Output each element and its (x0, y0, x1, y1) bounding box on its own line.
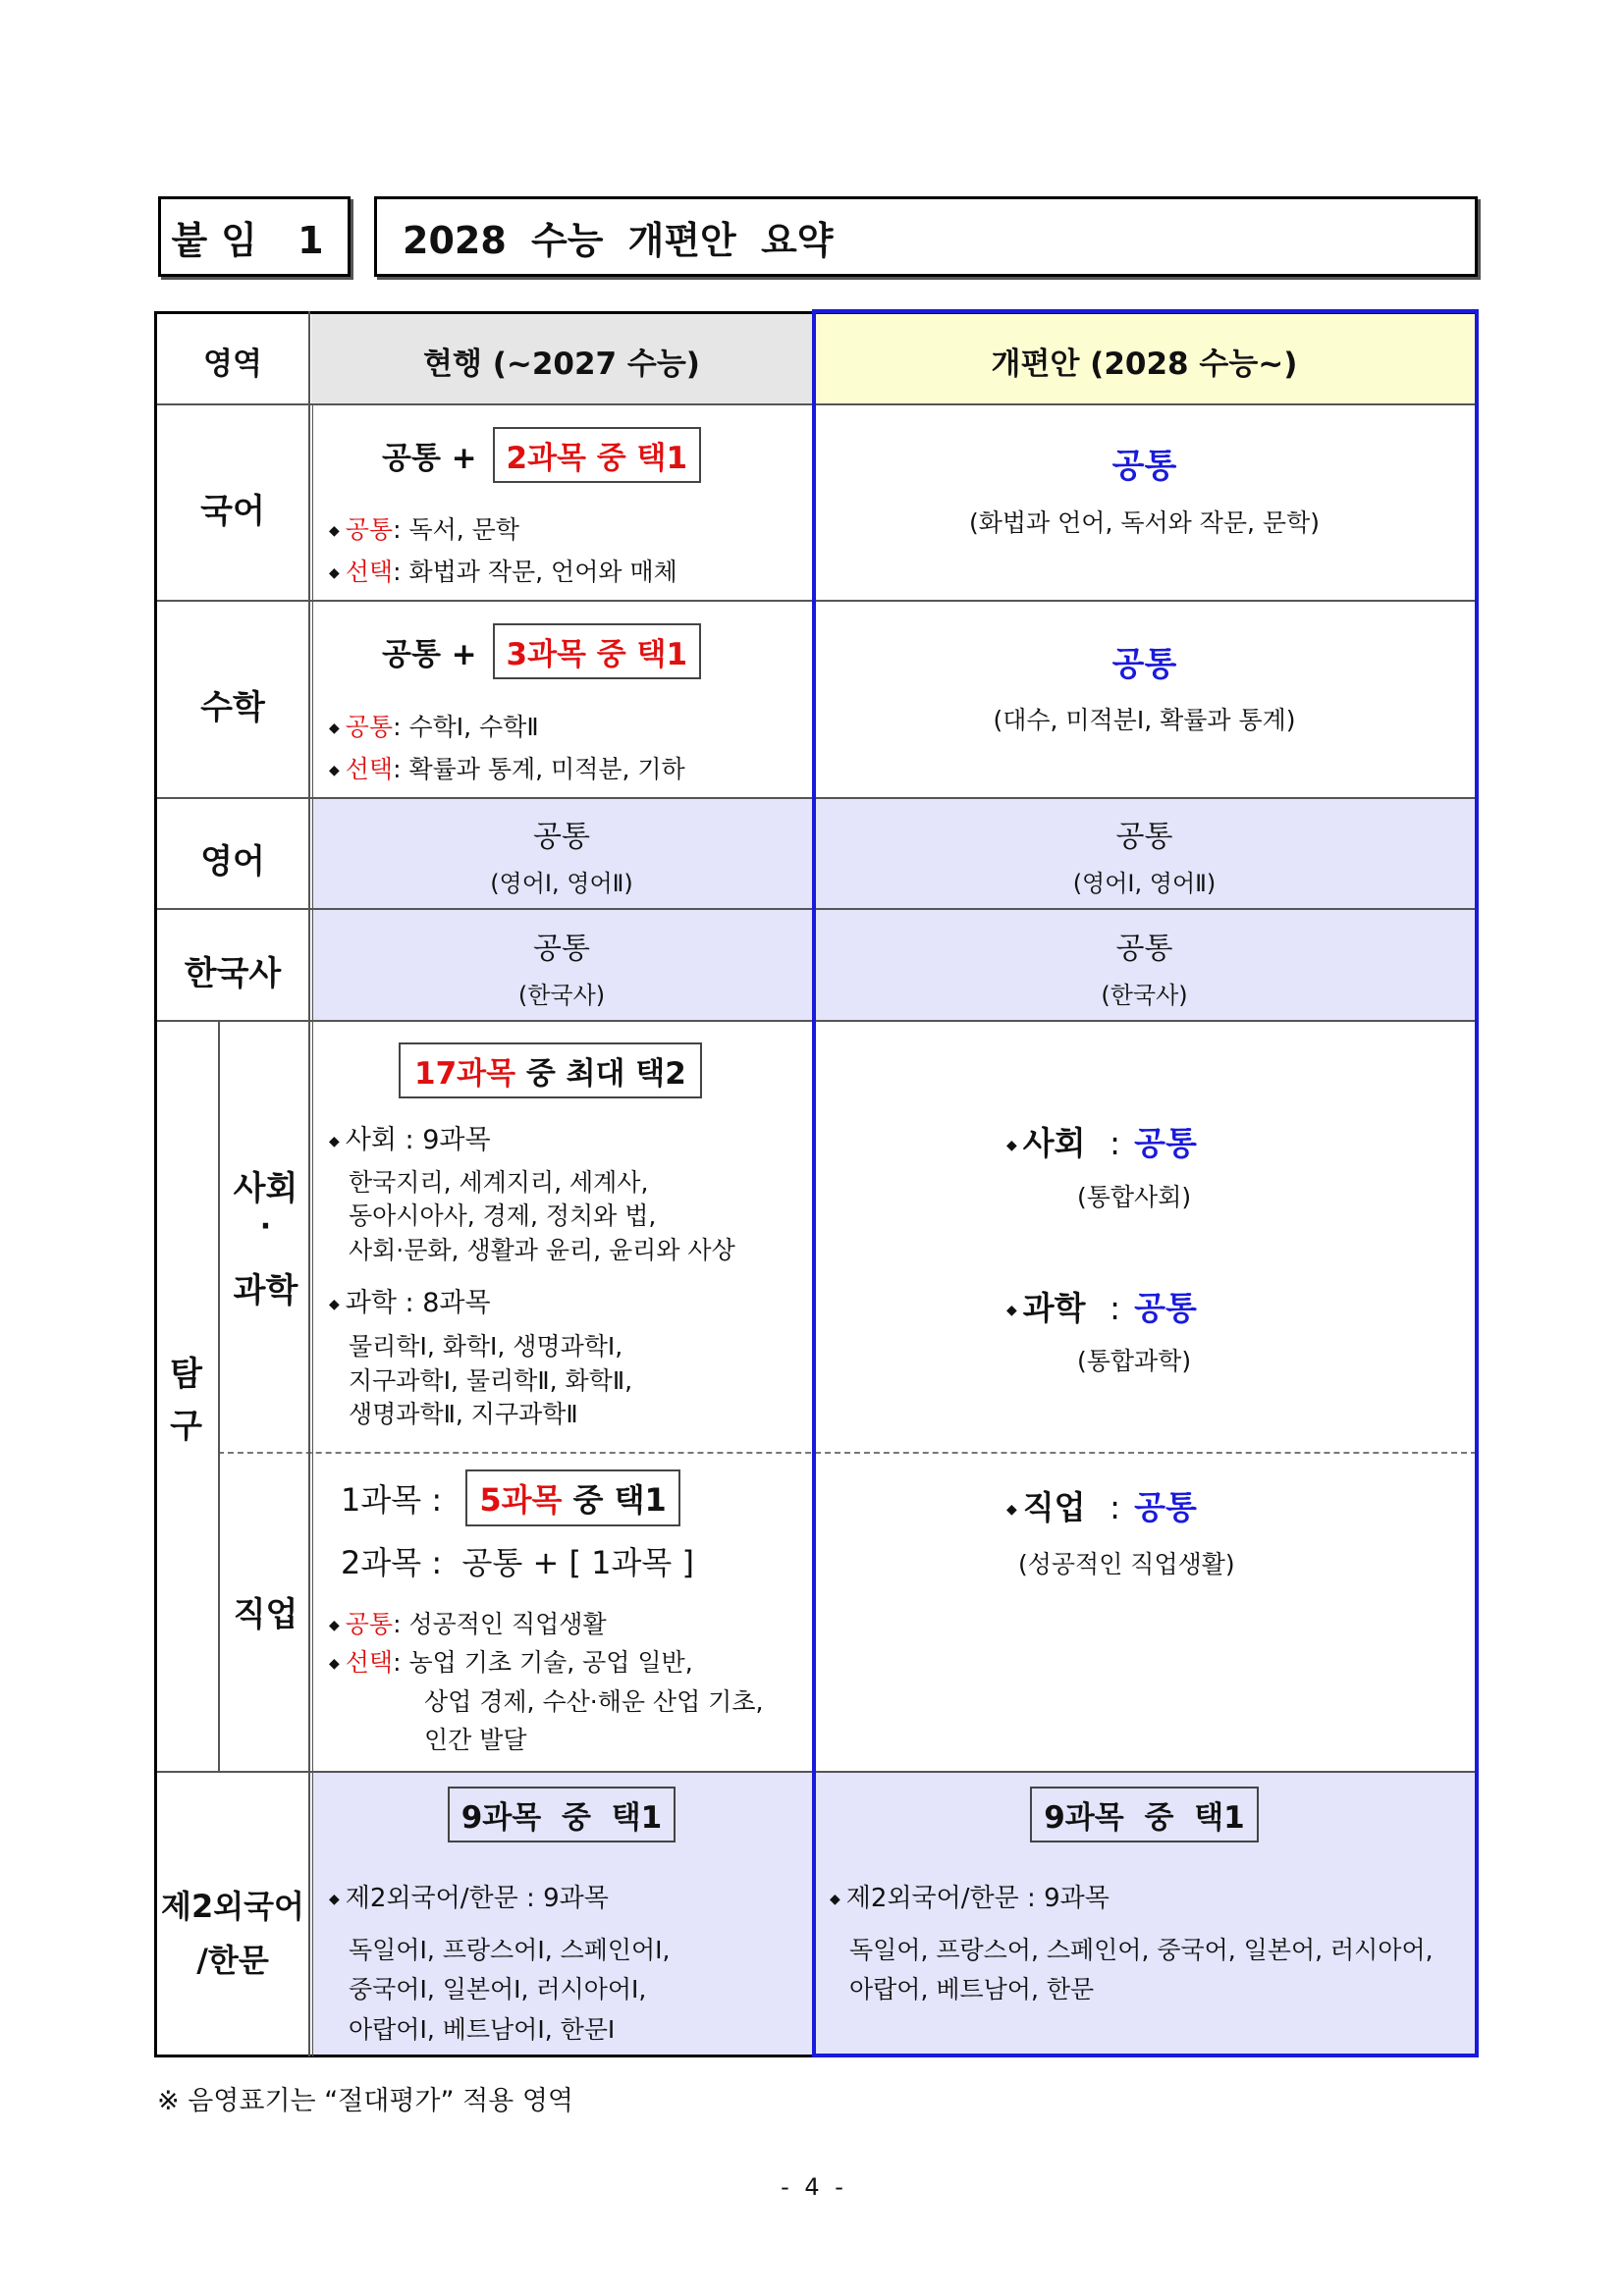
vocational-common-key: 공통 (345, 1610, 394, 1638)
foreign-reform-heading: ◆ 제2외국어/한문 : 9과목 (830, 1884, 1110, 1913)
vocational-reform-value: 공통 (1134, 1488, 1197, 1526)
english-current-title: 공통 (533, 820, 590, 854)
foreign-current-line-2: 중국어Ⅰ, 일본어Ⅰ, 러시아어Ⅰ, (349, 1975, 647, 2003)
math-reform-title: 공통 (1111, 645, 1177, 684)
subrow-label-social: 사회 (233, 1169, 298, 1208)
korean-common-key: 공통 (345, 515, 394, 544)
subrow-label-science: 과학 (233, 1271, 298, 1310)
subrow-label-vocational: 직업 (233, 1595, 298, 1634)
vocational-select-line: ◆ 선택: 농업 기초 기술, 공업 일반, (329, 1648, 693, 1677)
math-common-line: ◆ 공통: 수학Ⅰ, 수학Ⅱ (329, 713, 539, 741)
english-current-detail: (영어Ⅰ, 영어Ⅱ) (490, 870, 633, 897)
science-reform-line: ◆ 과학 : 공통 (1006, 1289, 1197, 1327)
science-line-3: 생명과학Ⅱ, 지구과학Ⅱ (349, 1400, 578, 1428)
math-current-choice (382, 623, 701, 679)
history-current-title: 공통 (533, 932, 590, 966)
korean-current-choice (382, 427, 701, 483)
vocational-select-value-1: : 농업 기초 기술, 공업 일반, (393, 1648, 693, 1677)
history-current-detail: (한국사) (517, 982, 606, 1009)
vocational-reform-detail: (성공적인 직업생활) (1018, 1550, 1235, 1578)
attachment-tag-text: 붙임 1 (171, 218, 338, 262)
row-label-foreign-1: 제2외국어 (161, 1888, 304, 1925)
column-area-header: 영역 (203, 347, 262, 382)
foreign-current-box: 9과목 중 택1 (448, 1787, 677, 1842)
foreign-current-line-3: 아랍어Ⅰ, 베트남어Ⅰ, 한문Ⅰ (349, 2015, 616, 2044)
social-reform-line: ◆ 사회 : 공통 (1006, 1124, 1197, 1162)
math-select-line: ◆ 선택: 확률과 통계, 미적분, 기하 (329, 755, 685, 783)
reform-column-frame (812, 309, 1479, 2057)
page-number: - 4 - (781, 2173, 843, 2201)
science-reform-sep: : (1110, 1289, 1121, 1327)
math-common-prefix: 공통 + (382, 637, 477, 672)
foreign-reform-line-1: 독일어, 프랑스어, 스페인어, 중국어, 일본어, 러시아어, (849, 1936, 1434, 1964)
vocational-common-value: : 성공적인 직업생활 (393, 1610, 607, 1638)
math-common-key: 공통 (345, 713, 394, 741)
row-label-foreign-2: /한문 (196, 1942, 269, 1979)
math-select-value: : 확률과 통계, 미적분, 기하 (393, 755, 685, 783)
socsci-choice-rest: 중 최대 택2 (515, 1056, 686, 1092)
korean-select-key: 선택 (345, 558, 394, 586)
row-label-inquiry-1: 탐 (170, 1355, 202, 1394)
social-heading-text: 사회 : 9과목 (345, 1125, 491, 1155)
row-label-korean: 국어 (200, 492, 265, 531)
korean-common-value: : 독서, 문학 (393, 515, 519, 544)
foreign-reform-box: 9과목 중 택1 (1030, 1787, 1259, 1842)
korean-common-line: ◆ 공통: 독서, 문학 (329, 515, 519, 544)
vocational-choice-rest: 중 택1 (562, 1481, 667, 1519)
korean-select-line: ◆ 선택: 화법과 작문, 언어와 매체 (329, 558, 677, 586)
row-label-korean-history: 한국사 (184, 954, 282, 993)
vocational-reform-key: 직업 (1022, 1488, 1086, 1526)
foreign-current-box-wrap (311, 1787, 812, 1842)
foreign-reform-line-2: 아랍어, 베트남어, 한문 (849, 1975, 1095, 2003)
science-line-1: 물리학Ⅰ, 화학Ⅰ, 생명과학Ⅰ, (349, 1332, 623, 1361)
science-heading-text: 과학 : 8과목 (345, 1288, 491, 1318)
foreign-current-line-1: 독일어Ⅰ, 프랑스어Ⅰ, 스페인어Ⅰ, (349, 1936, 671, 1964)
social-reform-key: 사회 (1022, 1124, 1086, 1162)
vocational-choice-box (465, 1469, 679, 1526)
science-reform-value: 공통 (1134, 1289, 1197, 1327)
column-reform-header: 개편안 (2028 수능~) (991, 347, 1298, 382)
foreign-current-heading: ◆ 제2외국어/한문 : 9과목 (329, 1884, 609, 1913)
social-reform-sep: : (1110, 1124, 1121, 1162)
math-common-value: : 수학Ⅰ, 수학Ⅱ (393, 713, 539, 741)
comparison-table (154, 311, 1477, 2056)
social-line-2: 동아시아사, 경제, 정치와 법, (349, 1201, 657, 1230)
vocational-select-value-2: 상업 경제, 수산·해운 산업 기초, (424, 1687, 764, 1716)
korean-select-value: : 화법과 작문, 언어와 매체 (393, 558, 677, 586)
vocational-reform-sep: : (1110, 1488, 1121, 1526)
english-reform-detail: (영어Ⅰ, 영어Ⅱ) (1072, 870, 1217, 897)
korean-choice-box: 2과목 중 택1 (493, 427, 702, 483)
document-title-box (374, 196, 1478, 277)
row-label-english: 영어 (200, 842, 265, 881)
science-line-2: 지구과학Ⅰ, 물리학Ⅱ, 화학Ⅱ, (349, 1366, 633, 1395)
science-heading: ◆ 과학 : 8과목 (329, 1288, 491, 1318)
social-line-1: 한국지리, 세계지리, 세계사, (349, 1168, 649, 1197)
math-reform-detail: (대수, 미적분Ⅰ, 확률과 통계) (993, 706, 1296, 734)
korean-reform-title: 공통 (1111, 447, 1177, 486)
math-select-key: 선택 (345, 755, 394, 783)
korean-reform-detail: (화법과 언어, 독서와 작문, 문학) (969, 508, 1320, 537)
social-reform-value: 공통 (1134, 1124, 1197, 1162)
socsci-choice-count: 17과목 (414, 1056, 516, 1092)
vocational-two-subject: 2과목 : 공통 + [ 1과목 ] (341, 1544, 694, 1581)
subrow-label-dot: · (259, 1209, 272, 1244)
attachment-tag (158, 196, 351, 277)
history-reform-title: 공통 (1115, 932, 1173, 966)
vocational-reform-line: ◆ 직업 : 공통 (1006, 1488, 1197, 1526)
row-label-math: 수학 (200, 688, 265, 727)
vocational-select-key: 선택 (345, 1648, 394, 1677)
science-reform-detail: (통합과학) (1077, 1347, 1192, 1375)
social-reform-detail: (통합사회) (1077, 1183, 1192, 1211)
vocational-choice-count: 5과목 (479, 1481, 563, 1519)
vocational-one-subject-label: 1과목 : (341, 1481, 443, 1519)
english-reform-title: 공통 (1115, 820, 1173, 854)
footnote: ※ 음영표기는 “절대평가” 적용 영역 (157, 2086, 573, 2116)
foreign-reform-heading-text: 제2외국어/한문 : 9과목 (845, 1884, 1110, 1913)
social-heading: ◆ 사회 : 9과목 (329, 1125, 491, 1155)
foreign-current-heading-text: 제2외국어/한문 : 9과목 (345, 1884, 609, 1913)
science-reform-key: 과학 (1022, 1289, 1086, 1327)
vocational-one-subject (341, 1469, 680, 1526)
socsci-choice-box (399, 1042, 702, 1098)
history-reform-detail: (한국사) (1101, 982, 1188, 1009)
vocational-select-value-3: 인간 발달 (424, 1726, 527, 1754)
math-choice-box: 3과목 중 택1 (493, 623, 702, 679)
document-title: 2028 수능 개편안 요약 (403, 218, 834, 262)
row-label-inquiry-2: 구 (170, 1407, 202, 1446)
korean-common-prefix: 공통 + (382, 441, 477, 476)
social-line-3: 사회·문화, 생활과 윤리, 윤리와 사상 (349, 1236, 735, 1264)
vocational-common-line: ◆ 공통: 성공적인 직업생활 (329, 1610, 607, 1638)
column-current-header: 현행 (~2027 수능) (423, 347, 700, 382)
